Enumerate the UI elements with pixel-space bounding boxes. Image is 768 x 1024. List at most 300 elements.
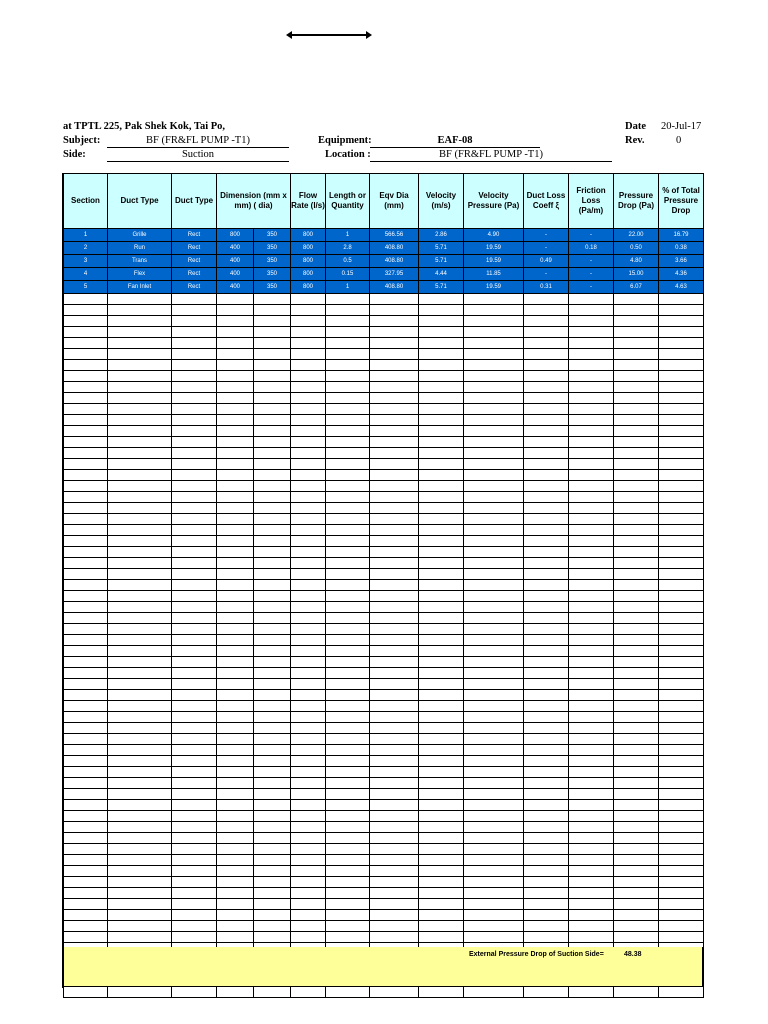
empty-cell	[614, 316, 659, 327]
empty-cell	[217, 338, 254, 349]
empty-cell	[419, 822, 464, 833]
empty-cell	[370, 613, 419, 624]
empty-cell	[524, 338, 569, 349]
empty-cell	[64, 679, 108, 690]
empty-cell	[254, 987, 291, 998]
table-cell: 800	[291, 268, 326, 281]
empty-cell	[291, 558, 326, 569]
empty-cell	[569, 778, 614, 789]
empty-cell	[108, 800, 172, 811]
empty-cell	[291, 756, 326, 767]
table-cell: 566.56	[370, 229, 419, 242]
empty-cell	[291, 921, 326, 932]
empty-cell	[569, 591, 614, 602]
empty-cell	[524, 613, 569, 624]
empty-cell	[370, 888, 419, 899]
table-cell: Rect	[172, 242, 217, 255]
empty-cell	[464, 602, 524, 613]
empty-cell	[370, 602, 419, 613]
empty-cell	[614, 657, 659, 668]
empty-cell	[569, 899, 614, 910]
empty-cell	[326, 316, 370, 327]
empty-cell	[326, 613, 370, 624]
empty-cell	[464, 987, 524, 998]
empty-cell	[291, 646, 326, 657]
empty-row	[64, 316, 704, 327]
empty-cell	[524, 580, 569, 591]
empty-row	[64, 624, 704, 635]
empty-cell	[217, 426, 254, 437]
empty-cell	[326, 877, 370, 888]
empty-cell	[172, 470, 217, 481]
empty-cell	[64, 525, 108, 536]
empty-cell	[370, 426, 419, 437]
empty-cell	[370, 338, 419, 349]
empty-cell	[217, 591, 254, 602]
empty-cell	[291, 767, 326, 778]
empty-cell	[569, 723, 614, 734]
empty-cell	[291, 987, 326, 998]
empty-cell	[326, 833, 370, 844]
empty-cell	[108, 547, 172, 558]
empty-cell	[64, 459, 108, 470]
empty-cell	[64, 910, 108, 921]
table-cell: 800	[291, 242, 326, 255]
empty-cell	[64, 932, 108, 943]
empty-cell	[64, 470, 108, 481]
empty-cell	[254, 525, 291, 536]
empty-cell	[464, 305, 524, 316]
table-cell: 5.71	[419, 281, 464, 294]
empty-row	[64, 503, 704, 514]
empty-cell	[524, 921, 569, 932]
empty-cell	[569, 756, 614, 767]
empty-cell	[524, 668, 569, 679]
empty-cell	[659, 778, 704, 789]
empty-cell	[569, 459, 614, 470]
table-cell: 2.86	[419, 229, 464, 242]
empty-cell	[254, 514, 291, 525]
empty-cell	[64, 382, 108, 393]
empty-cell	[464, 877, 524, 888]
empty-cell	[370, 624, 419, 635]
empty-cell	[254, 338, 291, 349]
empty-cell	[614, 877, 659, 888]
empty-cell	[217, 481, 254, 492]
empty-cell	[524, 382, 569, 393]
empty-cell	[524, 800, 569, 811]
empty-cell	[569, 811, 614, 822]
empty-cell	[419, 800, 464, 811]
table-cell: -	[524, 242, 569, 255]
empty-cell	[172, 569, 217, 580]
col-header-dimension: Dimension (mm x mm) ( dia)	[217, 174, 291, 229]
empty-cell	[524, 448, 569, 459]
empty-cell	[569, 635, 614, 646]
empty-cell	[64, 899, 108, 910]
empty-cell	[291, 470, 326, 481]
empty-cell	[614, 712, 659, 723]
empty-cell	[254, 778, 291, 789]
empty-cell	[172, 624, 217, 635]
empty-cell	[326, 701, 370, 712]
empty-cell	[524, 470, 569, 481]
empty-cell	[419, 613, 464, 624]
empty-cell	[108, 514, 172, 525]
empty-cell	[291, 514, 326, 525]
empty-cell	[614, 492, 659, 503]
empty-cell	[108, 811, 172, 822]
empty-cell	[614, 833, 659, 844]
empty-row	[64, 866, 704, 877]
empty-cell	[217, 349, 254, 360]
empty-cell	[326, 580, 370, 591]
empty-row	[64, 492, 704, 503]
col-header: Friction Loss (Pa/m)	[569, 174, 614, 229]
empty-cell	[614, 778, 659, 789]
empty-cell	[64, 305, 108, 316]
empty-cell	[659, 877, 704, 888]
table-cell: 400	[217, 242, 254, 255]
empty-cell	[370, 987, 419, 998]
table-row	[64, 281, 704, 294]
empty-cell	[326, 789, 370, 800]
empty-cell	[217, 558, 254, 569]
empty-cell	[217, 635, 254, 646]
side-value: Suction	[181, 149, 215, 160]
empty-cell	[419, 646, 464, 657]
empty-cell	[614, 613, 659, 624]
empty-cell	[659, 470, 704, 481]
empty-cell	[569, 668, 614, 679]
empty-cell	[172, 987, 217, 998]
empty-cell	[464, 470, 524, 481]
empty-row	[64, 778, 704, 789]
empty-cell	[524, 316, 569, 327]
empty-cell	[254, 833, 291, 844]
col-header: Eqv Dia (mm)	[370, 174, 419, 229]
empty-cell	[254, 602, 291, 613]
empty-cell	[172, 877, 217, 888]
empty-cell	[464, 811, 524, 822]
table-cell: 350	[254, 242, 291, 255]
empty-cell	[326, 624, 370, 635]
empty-cell	[569, 294, 614, 305]
pressure-drop-table	[63, 173, 704, 998]
empty-cell	[524, 536, 569, 547]
empty-cell	[464, 316, 524, 327]
empty-row	[64, 569, 704, 580]
empty-cell	[464, 712, 524, 723]
empty-cell	[569, 360, 614, 371]
empty-cell	[370, 635, 419, 646]
empty-cell	[419, 558, 464, 569]
empty-cell	[217, 701, 254, 712]
empty-cell	[217, 547, 254, 558]
empty-cell	[108, 635, 172, 646]
col-header: Pressure Drop (Pa)	[614, 174, 659, 229]
empty-cell	[254, 371, 291, 382]
empty-cell	[524, 327, 569, 338]
empty-cell	[108, 921, 172, 932]
empty-cell	[524, 525, 569, 536]
empty-cell	[659, 800, 704, 811]
table-cell: 0.49	[524, 255, 569, 268]
empty-cell	[524, 888, 569, 899]
table-cell: 5	[64, 281, 108, 294]
empty-cell	[370, 668, 419, 679]
empty-cell	[464, 591, 524, 602]
empty-cell	[108, 855, 172, 866]
empty-cell	[172, 558, 217, 569]
empty-cell	[419, 987, 464, 998]
empty-cell	[326, 921, 370, 932]
empty-cell	[370, 448, 419, 459]
empty-cell	[254, 822, 291, 833]
empty-cell	[172, 415, 217, 426]
empty-cell	[254, 668, 291, 679]
empty-cell	[569, 371, 614, 382]
empty-cell	[291, 602, 326, 613]
empty-cell	[464, 778, 524, 789]
table-cell: 2.8	[326, 242, 370, 255]
empty-cell	[217, 811, 254, 822]
empty-cell	[659, 382, 704, 393]
empty-cell	[464, 481, 524, 492]
empty-cell	[614, 723, 659, 734]
col-header: Length or Quantity	[326, 174, 370, 229]
empty-cell	[254, 382, 291, 393]
table-cell: 5.71	[419, 255, 464, 268]
empty-cell	[659, 844, 704, 855]
empty-cell	[326, 459, 370, 470]
empty-cell	[419, 514, 464, 525]
empty-cell	[569, 624, 614, 635]
empty-cell	[659, 646, 704, 657]
date-label: Date	[625, 121, 646, 132]
empty-cell	[524, 569, 569, 580]
empty-cell	[254, 580, 291, 591]
table-cell: 350	[254, 255, 291, 268]
empty-cell	[291, 613, 326, 624]
empty-cell	[108, 767, 172, 778]
empty-cell	[108, 470, 172, 481]
empty-cell	[524, 767, 569, 778]
empty-cell	[370, 734, 419, 745]
empty-cell	[614, 635, 659, 646]
empty-cell	[370, 481, 419, 492]
empty-cell	[291, 888, 326, 899]
empty-cell	[291, 426, 326, 437]
empty-cell	[108, 426, 172, 437]
empty-cell	[291, 349, 326, 360]
empty-cell	[217, 536, 254, 547]
empty-cell	[614, 547, 659, 558]
empty-cell	[569, 701, 614, 712]
empty-cell	[370, 778, 419, 789]
empty-cell	[419, 833, 464, 844]
empty-cell	[108, 844, 172, 855]
empty-cell	[569, 404, 614, 415]
empty-cell	[217, 602, 254, 613]
empty-cell	[108, 723, 172, 734]
empty-cell	[569, 866, 614, 877]
empty-cell	[370, 646, 419, 657]
table-cell: 350	[254, 229, 291, 242]
empty-cell	[370, 459, 419, 470]
empty-cell	[524, 481, 569, 492]
empty-cell	[217, 987, 254, 998]
empty-cell	[659, 789, 704, 800]
empty-cell	[172, 701, 217, 712]
empty-cell	[291, 877, 326, 888]
empty-cell	[172, 503, 217, 514]
empty-cell	[108, 712, 172, 723]
empty-cell	[64, 833, 108, 844]
empty-row	[64, 360, 704, 371]
table-cell: 0.5	[326, 255, 370, 268]
empty-cell	[108, 338, 172, 349]
empty-cell	[64, 481, 108, 492]
empty-cell	[419, 855, 464, 866]
empty-cell	[291, 393, 326, 404]
empty-cell	[64, 668, 108, 679]
empty-cell	[659, 822, 704, 833]
empty-cell	[524, 393, 569, 404]
empty-cell	[254, 503, 291, 514]
table-cell: 800	[291, 229, 326, 242]
empty-cell	[419, 888, 464, 899]
empty-cell	[659, 888, 704, 899]
empty-cell	[464, 734, 524, 745]
empty-cell	[108, 690, 172, 701]
empty-cell	[370, 701, 419, 712]
empty-row	[64, 525, 704, 536]
empty-cell	[326, 723, 370, 734]
empty-cell	[464, 459, 524, 470]
empty-row	[64, 789, 704, 800]
empty-cell	[524, 932, 569, 943]
empty-row	[64, 668, 704, 679]
empty-row	[64, 756, 704, 767]
empty-cell	[291, 811, 326, 822]
empty-cell	[370, 899, 419, 910]
empty-cell	[172, 800, 217, 811]
empty-cell	[614, 591, 659, 602]
empty-cell	[217, 679, 254, 690]
empty-cell	[614, 668, 659, 679]
empty-cell	[524, 701, 569, 712]
empty-cell	[64, 877, 108, 888]
empty-cell	[326, 657, 370, 668]
empty-cell	[64, 294, 108, 305]
table-cell: Grille	[108, 229, 172, 242]
address-text: at TPTL 225, Pak Shek Kok, Tai Po,	[63, 121, 226, 132]
empty-cell	[326, 349, 370, 360]
empty-cell	[254, 789, 291, 800]
empty-cell	[172, 690, 217, 701]
empty-cell	[659, 932, 704, 943]
empty-cell	[659, 866, 704, 877]
date-value: 20-Jul-17	[661, 121, 702, 132]
col-header: % of Total Pressure Drop	[659, 174, 704, 229]
empty-cell	[524, 877, 569, 888]
empty-cell	[326, 646, 370, 657]
empty-cell	[326, 360, 370, 371]
empty-cell	[326, 536, 370, 547]
empty-cell	[64, 811, 108, 822]
empty-cell	[614, 855, 659, 866]
table-cell: 800	[217, 229, 254, 242]
empty-cell	[64, 547, 108, 558]
empty-row	[64, 393, 704, 404]
double-arrow-icon	[290, 34, 368, 36]
empty-cell	[108, 591, 172, 602]
empty-cell	[291, 778, 326, 789]
empty-cell	[254, 910, 291, 921]
empty-cell	[370, 767, 419, 778]
empty-cell	[217, 723, 254, 734]
empty-cell	[659, 404, 704, 415]
empty-cell	[370, 591, 419, 602]
empty-cell	[569, 602, 614, 613]
empty-cell	[217, 525, 254, 536]
empty-cell	[659, 910, 704, 921]
empty-cell	[370, 921, 419, 932]
empty-row	[64, 294, 704, 305]
empty-row	[64, 426, 704, 437]
empty-cell	[614, 734, 659, 745]
empty-row	[64, 646, 704, 657]
empty-cell	[659, 316, 704, 327]
empty-cell	[464, 547, 524, 558]
empty-cell	[464, 404, 524, 415]
table-cell: 3.66	[659, 255, 704, 268]
empty-cell	[370, 415, 419, 426]
empty-cell	[659, 338, 704, 349]
empty-cell	[524, 547, 569, 558]
empty-cell	[172, 613, 217, 624]
empty-cell	[524, 833, 569, 844]
empty-cell	[108, 668, 172, 679]
empty-cell	[291, 437, 326, 448]
empty-cell	[524, 778, 569, 789]
empty-cell	[524, 822, 569, 833]
empty-cell	[217, 855, 254, 866]
table-cell: Rect	[172, 229, 217, 242]
empty-cell	[217, 327, 254, 338]
empty-cell	[659, 756, 704, 767]
empty-row	[64, 811, 704, 822]
empty-cell	[291, 305, 326, 316]
empty-cell	[64, 822, 108, 833]
empty-cell	[326, 426, 370, 437]
empty-cell	[326, 800, 370, 811]
empty-cell	[569, 536, 614, 547]
empty-cell	[108, 525, 172, 536]
empty-cell	[524, 415, 569, 426]
empty-cell	[370, 294, 419, 305]
empty-cell	[524, 591, 569, 602]
empty-cell	[659, 514, 704, 525]
empty-cell	[291, 338, 326, 349]
empty-cell	[419, 547, 464, 558]
empty-cell	[614, 789, 659, 800]
empty-cell	[659, 481, 704, 492]
empty-cell	[659, 657, 704, 668]
empty-cell	[326, 778, 370, 789]
empty-row	[64, 701, 704, 712]
